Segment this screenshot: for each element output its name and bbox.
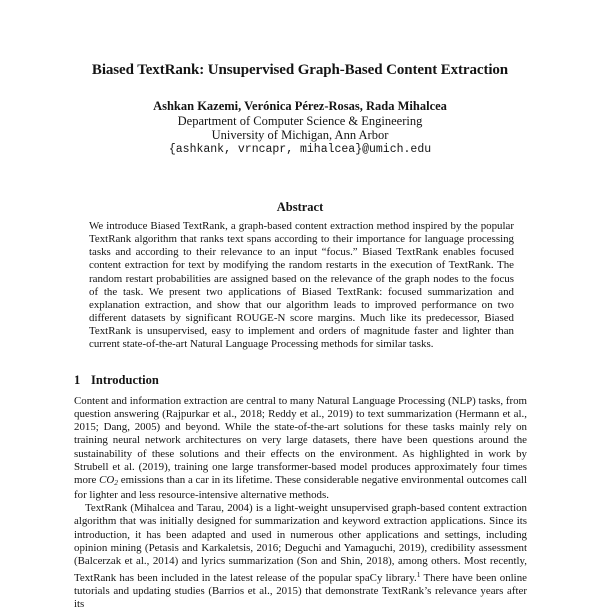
footnote-mark: 1: [416, 570, 421, 580]
paper-title: Biased TextRank: Unsupervised Graph-Based Content Extraction: [91, 62, 509, 78]
section-title: Introduction: [91, 373, 159, 387]
co2-subscript: 2: [114, 477, 119, 487]
intro-p1-text: Content and information extraction are central to many Natural Language Processing (NLP) tasks, from question answering (Rajpurkar et al., 2018; Reddy et al., 2019) to text summarization (Hermann et al., 2015; Dang, 2005) and beyond. While the state-of-the-art solutions for these tasks mainly rely on training neural network architectures on very large datasets, there have been questions around the sustainability of these solutions and their effects on the environment. As highlighted in work by Strubell et al. (2019), training one large transformer-based model produces approximately four times more: [74, 395, 527, 486]
affiliation-department: Department of Computer Science & Engineering: [177, 113, 423, 128]
section-number: 1: [74, 373, 81, 387]
abstract-text: We introduce Biased TextRank, a graph-based content extraction method inspired by the popular TextRank algorithm that ranks text spans according to their importance for language processing tasks and according to their relevance to an input “focus.” Biased TextRank enables focused content extraction for text by modifying the random restarts in the execution of TextRank. The random restart probabilities are assigned based on the relevance of the graph nodes to the focus of the task. We present two applications of Biased TextRank: focused summarization and explanation extraction, and show that our algorithm leads to improved performance on two different datasets by significant ROUGE-N score margins. Much like its predecessor, Biased TextRank is unsupervised, easy to implement and orders of magnitude faster and lighter than current state-of-the-art Natural Language Processing methods for similar tasks.: [89, 220, 514, 351]
author-emails: {ashkank, vrncapr, mihalcea}@umich.edu: [168, 142, 432, 156]
co2-formula: [99, 474, 118, 486]
section-heading-introduction: [74, 373, 159, 388]
intro-p2-text: TextRank (Mihalcea and Tarau, 2004) is a light-weight unsupervised graph-based content extraction algorithm that was initially designed for summarization and keyword extraction applications. Since its introduction, it has been adapted and used in numerous other applications and settings, including opinion mining (Petasis and Karkaletsis, 2016; Deguchi and Yamaguchi, 2019), credibility assessment (Balcerzak et al., 2014) and lyrics summarization (Son and Shin, 2018), among others. Most recently, TextRank has been included in the latest release of the popular spaCy library.: [74, 502, 527, 585]
intro-paragraph-1: [74, 395, 527, 502]
author-block: [0, 99, 600, 157]
affiliation-university: University of Michigan, Ann Arbor: [211, 128, 389, 143]
co2-base: CO: [99, 473, 115, 486]
intro-p2-text-cont: There have been online tutorials and updating studies (Barrios et al., 2015) that demonstrate TextRank’s relevance years after its: [74, 572, 527, 611]
intro-paragraph-2: [74, 502, 527, 611]
author-names: Ashkan Kazemi, Verónica Pérez-Rosas, Rada Mihalcea: [153, 99, 447, 113]
intro-p1-text-cont: emissions than a car in its lifetime. These considerable negative environmental outcomes call for lighter and less resource-intensive alternative methods.: [74, 473, 527, 502]
introduction-body: [74, 395, 527, 612]
abstract-heading: Abstract: [276, 200, 324, 214]
